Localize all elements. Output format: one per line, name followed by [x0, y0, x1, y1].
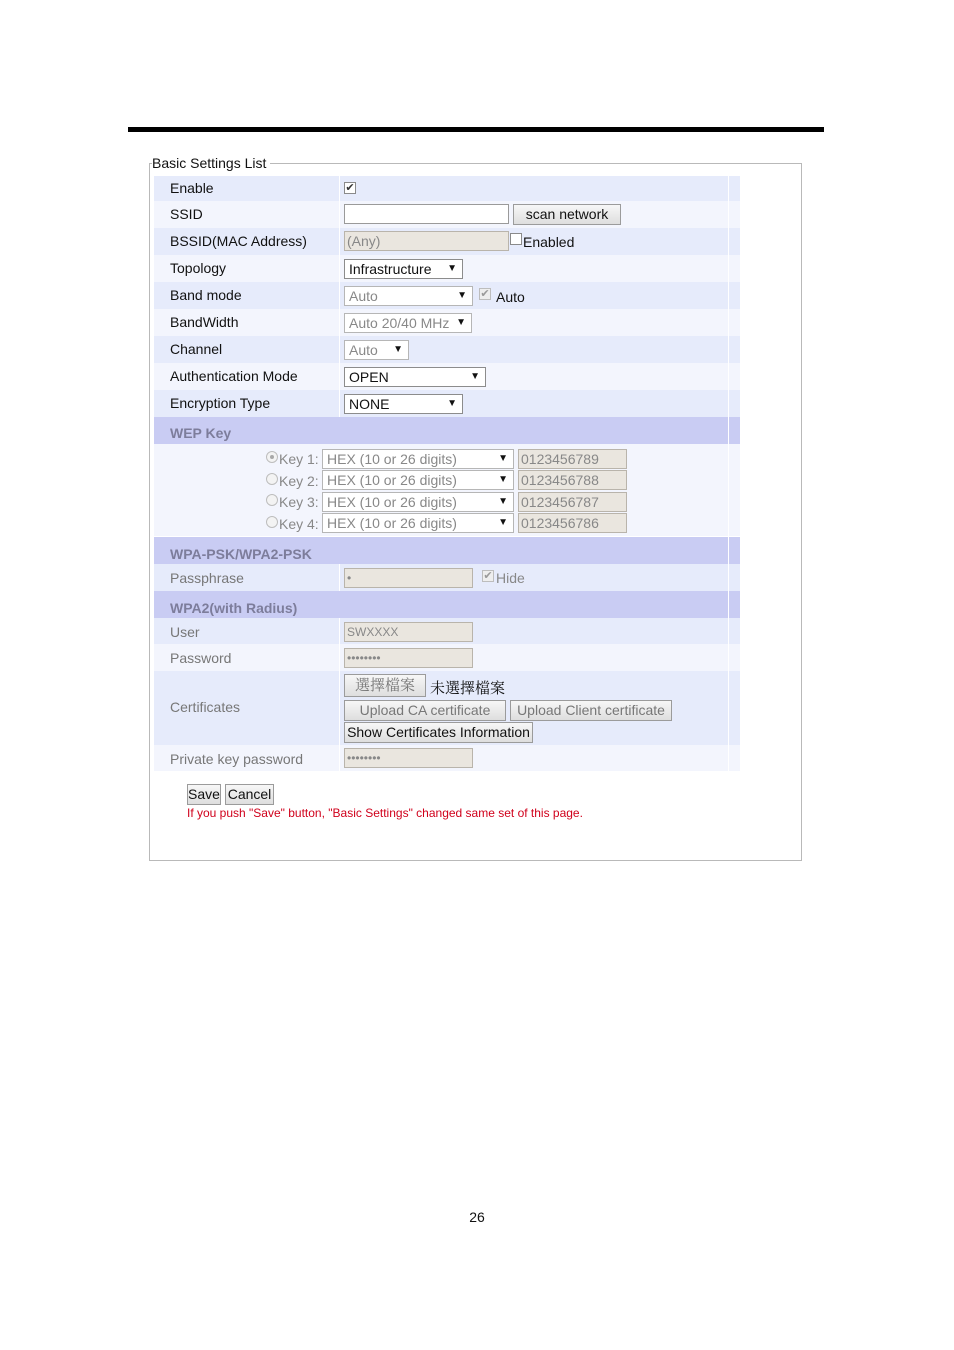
private-key-password-input[interactable]: •••••••• [344, 748, 473, 768]
key2-format-value: HEX (10 or 26 digits) [327, 472, 457, 488]
auth-mode-value: OPEN [349, 369, 389, 385]
scan-network-button[interactable]: scan network [513, 204, 621, 225]
user-label: User [170, 624, 200, 640]
key3-format-value: HEX (10 or 26 digits) [327, 494, 457, 510]
auth-mode-select[interactable] [344, 367, 486, 387]
enable-label: Enable [170, 180, 214, 196]
key2-radio[interactable] [266, 473, 278, 485]
passphrase-label: Passphrase [170, 570, 244, 586]
private-key-password-label: Private key password [170, 751, 304, 767]
row-channel [154, 336, 740, 363]
row-ssid [154, 201, 740, 228]
dropdown-arrow-icon: ▼ [470, 371, 480, 382]
wpa-psk-title: WPA-PSK/WPA2-PSK [170, 546, 312, 562]
row-encryption-type [154, 390, 740, 417]
user-input[interactable]: SWXXXX [344, 622, 473, 642]
choose-file-button[interactable]: 選擇檔案 [344, 674, 426, 697]
show-certificates-information-button[interactable]: Show Certificates Information [344, 722, 533, 743]
key4-format-select[interactable] [322, 513, 514, 533]
cancel-button[interactable]: Cancel [225, 784, 274, 805]
row-authentication-mode [154, 363, 740, 390]
key1-format-select[interactable] [322, 449, 514, 469]
topology-label: Topology [170, 260, 227, 276]
password-label: Password [170, 650, 232, 666]
row-bssid [154, 228, 740, 255]
section-wpa-psk [154, 537, 740, 564]
key1-input[interactable]: 0123456789 [518, 449, 627, 469]
dropdown-arrow-icon: ▼ [457, 290, 467, 301]
dropdown-arrow-icon: ▼ [447, 263, 457, 274]
row-band-mode [154, 282, 740, 309]
save-note: If you push "Save" button, "Basic Settings" changed same set of this page. [187, 806, 583, 820]
certificates-label: Certificates [170, 699, 241, 715]
encryption-label: Encryption Type [170, 395, 271, 411]
encryption-value: NONE [349, 396, 390, 412]
band-mode-auto-checkbox[interactable]: ✔ [480, 288, 490, 300]
encryption-select[interactable] [344, 394, 463, 414]
bssid-enabled-label: Enabled [523, 234, 575, 250]
dropdown-arrow-icon: ▼ [456, 317, 466, 328]
band-mode-select[interactable] [344, 286, 473, 306]
bssid-input[interactable]: (Any) [344, 231, 509, 251]
dropdown-arrow-icon: ▼ [447, 398, 457, 409]
no-file-chosen-label: 未選擇檔案 [430, 680, 506, 697]
section-wpa2-radius [154, 591, 740, 618]
key4-format-value: HEX (10 or 26 digits) [327, 515, 457, 531]
dropdown-arrow-icon: ▼ [498, 517, 508, 528]
channel-label: Channel [170, 341, 223, 357]
passphrase-input[interactable]: • [344, 568, 473, 588]
key4-radio[interactable] [266, 516, 278, 528]
bandwidth-value: Auto 20/40 MHz [349, 315, 450, 331]
row-private-key-password [154, 745, 740, 771]
ssid-input[interactable] [344, 204, 509, 224]
row-passphrase [154, 564, 740, 591]
dropdown-arrow-icon: ▼ [498, 453, 508, 464]
key3-format-select[interactable] [322, 492, 514, 512]
save-button[interactable]: Save [187, 784, 221, 805]
key1-radio[interactable] [266, 451, 278, 463]
fieldset-legend: Basic Settings List [152, 155, 270, 171]
auth-mode-label: Authentication Mode [170, 368, 298, 384]
passphrase-hide-label: Hide [496, 570, 525, 586]
bandwidth-select[interactable] [344, 313, 472, 333]
ssid-label: SSID [170, 206, 203, 222]
topology-value: Infrastructure [349, 261, 432, 277]
dropdown-arrow-icon: ▼ [498, 496, 508, 507]
band-mode-label: Band mode [170, 287, 242, 303]
key4-input[interactable]: 0123456786 [518, 513, 627, 533]
upload-client-certificate-button[interactable]: Upload Client certificate [510, 700, 672, 721]
key1-label: Key 1: [279, 451, 319, 467]
band-mode-auto-label: Auto [496, 289, 525, 305]
section-wep-key [154, 417, 740, 444]
bandwidth-label: BandWidth [170, 314, 239, 330]
wpa2-radius-title: WPA2(with Radius) [170, 600, 298, 616]
row-topology [154, 255, 740, 282]
dropdown-arrow-icon: ▼ [498, 474, 508, 485]
header-rule [128, 127, 824, 132]
key3-input[interactable]: 0123456787 [518, 492, 627, 512]
wep-keys-block [154, 444, 740, 536]
row-password [154, 644, 740, 671]
key3-label: Key 3: [279, 494, 319, 510]
topology-select[interactable] [344, 259, 463, 279]
key2-input[interactable]: 0123456788 [518, 470, 627, 490]
enable-checkbox[interactable]: ✔ [345, 182, 355, 194]
key3-radio[interactable] [266, 494, 278, 506]
key2-label: Key 2: [279, 473, 319, 489]
row-enable [154, 176, 740, 201]
wep-key-title: WEP Key [170, 425, 232, 441]
bssid-enabled-checkbox[interactable] [510, 233, 522, 245]
bssid-label: BSSID(MAC Address) [170, 233, 307, 249]
channel-select[interactable] [344, 340, 409, 360]
key4-label: Key 4: [279, 516, 319, 532]
key1-format-value: HEX (10 or 26 digits) [327, 451, 457, 467]
band-mode-value: Auto [349, 288, 378, 304]
row-user [154, 618, 740, 644]
passphrase-hide-checkbox[interactable]: ✔ [483, 570, 493, 582]
page-number: 26 [469, 1209, 485, 1225]
row-bandwidth [154, 309, 740, 336]
row-certificates [154, 671, 740, 745]
dropdown-arrow-icon: ▼ [393, 344, 403, 355]
upload-ca-certificate-button[interactable]: Upload CA certificate [344, 700, 506, 721]
channel-value: Auto [349, 342, 378, 358]
key2-format-select[interactable] [322, 470, 514, 490]
password-input[interactable]: •••••••• [344, 648, 473, 668]
